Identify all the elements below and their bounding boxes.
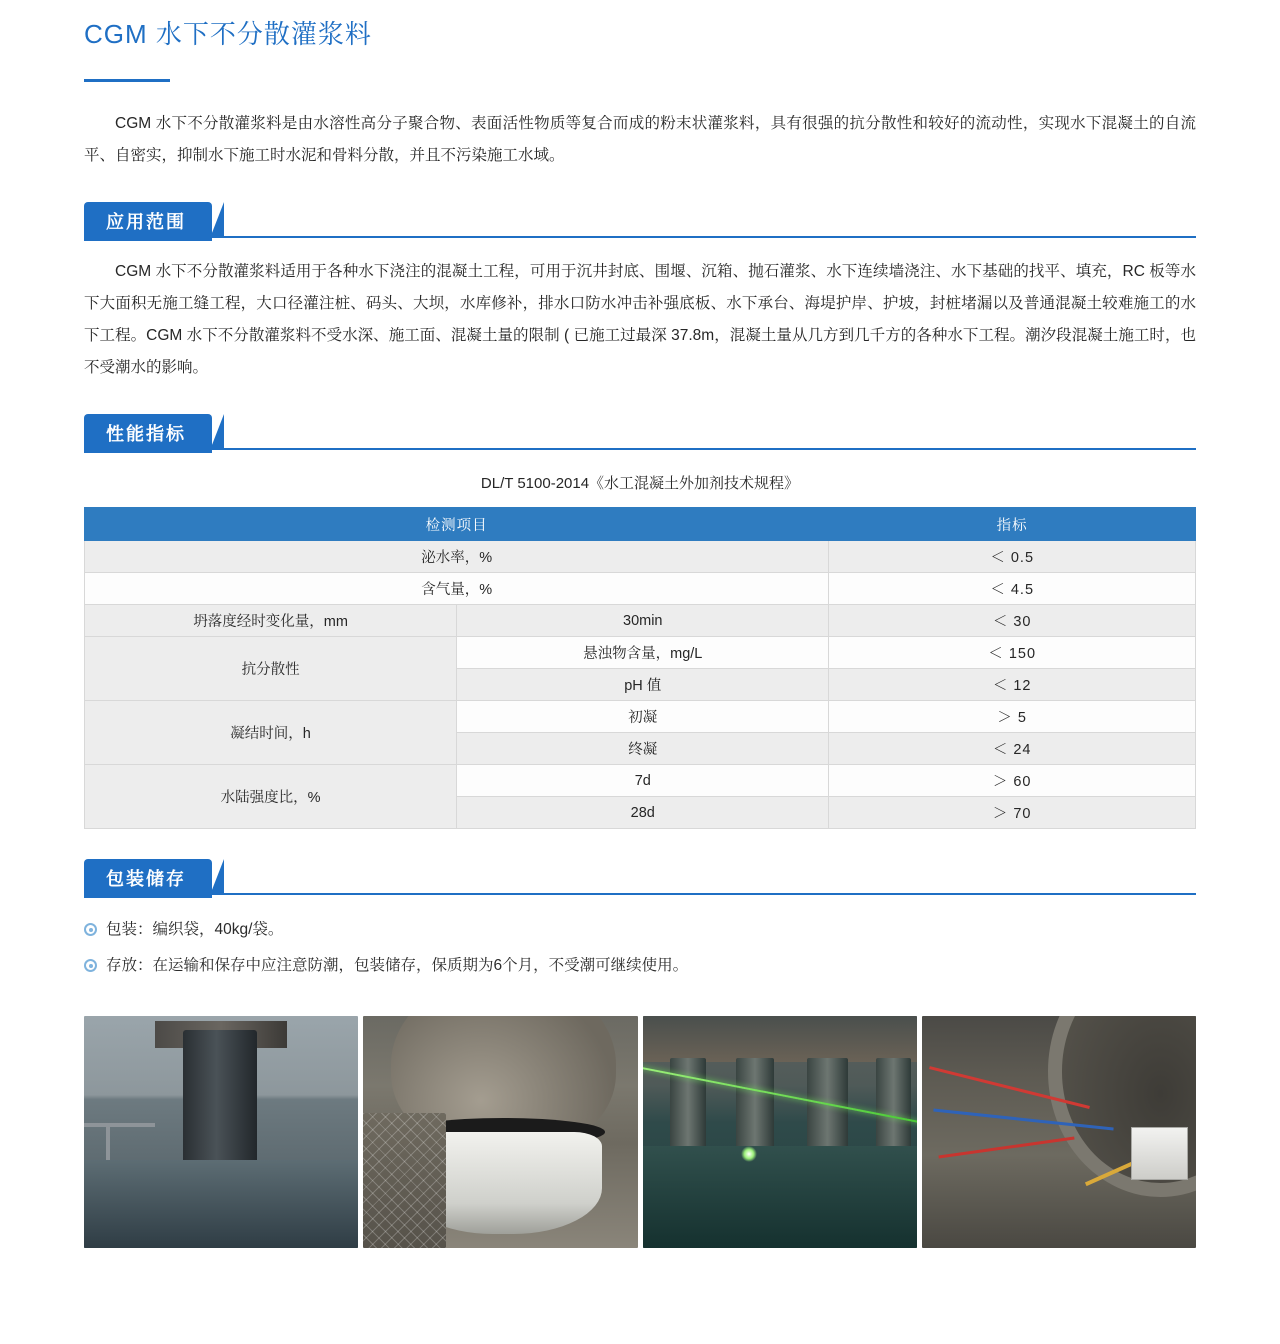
section-scope-title: 应用范围: [84, 202, 212, 241]
section-scope-header: [84, 202, 1196, 238]
section-scope: [84, 202, 1196, 384]
cell-subitem: 终凝: [457, 733, 829, 765]
list-item-text: 存放：在运输和保存中应注意防潮，包装储存，保质期为6个月，不受潮可继续使用。: [106, 957, 689, 974]
photo-bridge-pier: [84, 1016, 358, 1248]
table-header-index: 指标: [829, 508, 1196, 541]
table-row: [85, 541, 1196, 573]
cell-item: 抗分散性: [85, 637, 457, 701]
water-surface-shape: [643, 1146, 917, 1248]
title-underline: [84, 79, 170, 82]
table-row: [85, 637, 1196, 669]
equipment-box-shape: [1131, 1127, 1188, 1180]
section-packaging: [84, 859, 1196, 981]
bullet-circle-icon: [84, 959, 97, 972]
red-hose-shape: [939, 1136, 1075, 1158]
bridge-deck-shape: [643, 1016, 917, 1062]
rail-shape: [84, 1123, 155, 1127]
section-performance: [84, 414, 1196, 829]
cell-item: 凝结时间，h: [85, 701, 457, 765]
section-scope-body: CGM 水下不分散灌浆料适用于各种水下浇注的混凝土工程，可用于沉井封底、围堰、沉箱、抛石灌浆、水下连续墙浇注、水下基础的找平、填充，RC 板等水下大面积无施工缝工程，大口径灌注桩、码头、大坝，水库修补，排水口防水冲击补强底板、水下承台、海堤护岸、护坡，封桩堵漏以及普通混凝土较难施工的水下工程。CGM 水下不分散灌浆料不受水深、施工面、混凝土量的限制 ( 已施工过最深 37.8m，混凝土量从几方到几千方的各种水下工程。潮汐段混凝土施工时，也不受潮水的影响。: [84, 263, 1196, 376]
pier-shape: [876, 1058, 912, 1151]
table-row: [85, 701, 1196, 733]
cell-item: 含气量，%: [85, 573, 829, 605]
table-caption: DL/T 5100-2014《水工混凝土外加剂技术规程》: [480, 475, 800, 492]
table-header-row: [85, 508, 1196, 541]
cell-value: ＜ 4.5: [829, 573, 1196, 605]
section-packaging-rule: [84, 893, 1196, 895]
section-packaging-header: [84, 859, 1196, 895]
section-scope-rule: [84, 236, 1196, 238]
section-packaging-title: 包装储存: [84, 859, 212, 898]
cell-subitem: 初凝: [457, 701, 829, 733]
table-row: [85, 605, 1196, 637]
cell-subitem: 30min: [457, 605, 829, 637]
cell-item: 水陆强度比，%: [85, 765, 457, 829]
cell-value: ＞ 60: [829, 765, 1196, 797]
cell-value: ＞ 5: [829, 701, 1196, 733]
photo-river-piers: [643, 1016, 917, 1248]
performance-table: [84, 507, 1196, 829]
cell-subitem: 悬浊物含量，mg/L: [457, 637, 829, 669]
list-item-text: 包装：编织袋，40kg/袋。: [106, 921, 284, 938]
pier-shape: [670, 1058, 706, 1151]
cell-value: ＜ 150: [829, 637, 1196, 669]
bullet-circle-icon: [84, 923, 97, 936]
page-title: CGM 水下不分散灌浆料: [84, 19, 372, 49]
table-row: [85, 765, 1196, 797]
cell-subitem: 28d: [457, 797, 829, 829]
mesh-shape: [363, 1113, 445, 1248]
photo-strip: [84, 1016, 1196, 1248]
section-performance-rule: [84, 448, 1196, 450]
table-row: [85, 573, 1196, 605]
cell-subitem: pH 值: [457, 669, 829, 701]
water-surface-shape: [84, 1160, 358, 1248]
cell-value: ＜ 30: [829, 605, 1196, 637]
cell-subitem: 7d: [457, 765, 829, 797]
packaging-list: [84, 915, 1196, 981]
table-header-item: 检测项目: [85, 508, 829, 541]
cell-value: ＜ 12: [829, 669, 1196, 701]
cell-item: 坍落度经时变化量，mm: [85, 605, 457, 637]
cell-value: ＜ 0.5: [829, 541, 1196, 573]
section-performance-title: 性能指标: [84, 414, 212, 453]
cell-value: ＞ 70: [829, 797, 1196, 829]
cell-value: ＜ 24: [829, 733, 1196, 765]
pier-shape: [736, 1058, 774, 1151]
list-item: [84, 951, 1196, 981]
list-item: [84, 915, 1196, 945]
intro-paragraph: CGM 水下不分散灌浆料是由水溶性高分子聚合物、表面活性物质等复合而成的粉末状灌浆料，具有很强的抗分散性和较好的流动性，实现水下混凝土的自流平、自密实，抑制水下施工时水泥和骨料分散，并且不污染施工水域。: [84, 115, 1196, 164]
photo-pier-wrap-closeup: [363, 1016, 637, 1248]
cell-item: 泌水率，%: [85, 541, 829, 573]
photo-shaft-bottom: [922, 1016, 1196, 1248]
pier-column-shape: [183, 1030, 257, 1174]
section-performance-header: [84, 414, 1196, 450]
